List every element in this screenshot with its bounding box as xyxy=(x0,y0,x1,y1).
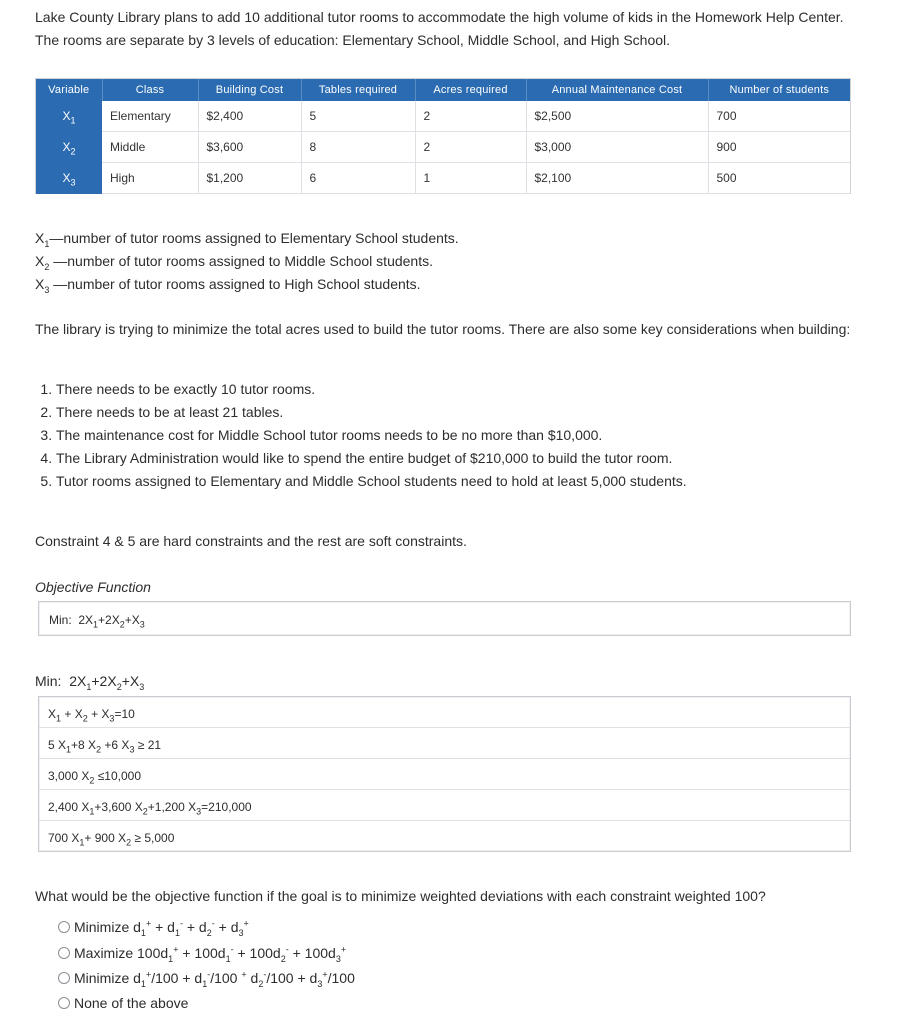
radio-icon[interactable] xyxy=(58,972,70,984)
constraint-row: $X_1 + X_2 + X_3=10$ xyxy=(39,697,850,728)
radio-icon[interactable] xyxy=(58,921,70,933)
cell-maintenance: $2,500 xyxy=(526,101,708,132)
list-item: 5. Tutor rooms assigned to Elementary and Middle School students need to hold at least 5,000 students. xyxy=(56,470,866,493)
list-item: 2. There needs to be at least 21 tables. xyxy=(56,401,866,424)
header-building-cost: Building Cost xyxy=(198,79,301,101)
rooms-table xyxy=(35,78,851,194)
option-3[interactable]: Minimize $d_1^+/100 + d_1^-/100$ + $d_2^-/100 + d_3^+/100$ xyxy=(58,967,355,989)
cell-acres: 1 xyxy=(415,163,526,194)
constraint-row: 3,000 $X_2 \le 10,000$ xyxy=(39,759,850,790)
cell-tables: 5 xyxy=(301,101,415,132)
header-variable: Variable xyxy=(36,79,102,101)
header-number-of-students: Number of students xyxy=(708,79,850,101)
radio-icon[interactable] xyxy=(58,997,70,1009)
list-item: 4. The Library Administration would like to spend the entire budget of $210,000 to build the tutor room. xyxy=(56,447,866,470)
cell-tables: 6 xyxy=(301,163,415,194)
cell-building-cost: $3,600 xyxy=(198,132,301,163)
table-row xyxy=(36,163,850,194)
cell-students: 900 xyxy=(708,132,850,163)
cell-variable: $X_3$ xyxy=(36,163,102,194)
cell-variable: $X_2$ xyxy=(36,132,102,163)
cell-building-cost: $2,400 xyxy=(198,101,301,132)
table-row xyxy=(36,101,850,132)
cell-class: High xyxy=(102,163,198,194)
definition-x3: $X_3$ —number of tutor rooms assigned to High School students. xyxy=(35,276,421,295)
cell-building-cost: $1,200 xyxy=(198,163,301,194)
objective-function-box xyxy=(38,601,851,636)
table-header-row xyxy=(36,79,850,101)
cell-maintenance: $3,000 xyxy=(526,132,708,163)
cell-students: 500 xyxy=(708,163,850,194)
constraint-row: 2,400 $X_1+3,600$ $X_2+1,200$ $X_3=210,000$ xyxy=(39,790,850,821)
objective-heading: Objective Function xyxy=(35,579,151,595)
table-row xyxy=(36,132,850,163)
considerations-list xyxy=(36,378,866,493)
cell-students: 700 xyxy=(708,101,850,132)
cell-variable: $X_1$ xyxy=(36,101,102,132)
model-objective: Min: $2X_1+2X_2+X_3$ xyxy=(35,673,145,692)
cell-maintenance: $2,100 xyxy=(526,163,708,194)
constraints-box xyxy=(38,696,851,852)
cell-class: Elementary xyxy=(102,101,198,132)
cell-class: Middle xyxy=(102,132,198,163)
list-item: 3. The maintenance cost for Middle School tutor rooms needs to be no more than $10,000. xyxy=(56,424,866,447)
constraint-row: 5 $X_1+8$ $X_2 +6$ $X_3 \ge 21$ xyxy=(39,728,850,759)
cell-acres: 2 xyxy=(415,101,526,132)
constraint-note: Constraint 4 & 5 are hard constraints and the rest are soft constraints. xyxy=(35,533,467,549)
intro-paragraph: Lake County Library plans to add 10 additional tutor rooms to accommodate the high volume of kids in the Homework Help Center. The rooms are separate by 3 levels of education: Elementary School, Middle School, and High School. xyxy=(35,9,844,48)
constraint-row: 700 $X_1+ 900$ $X_2 \ge 5,000$ xyxy=(48,831,175,848)
goal-paragraph: The library is trying to minimize the total acres used to build the tutor rooms. There are also some key considerations when building: xyxy=(35,321,851,337)
header-tables-required: Tables required xyxy=(301,79,415,101)
definition-x1: $X_1—number$ of tutor rooms assigned to Elementary School students. xyxy=(35,230,459,249)
header-class: Class xyxy=(102,79,198,101)
cell-tables: 8 xyxy=(301,132,415,163)
variable-definitions xyxy=(35,227,459,296)
radio-icon[interactable] xyxy=(58,947,70,959)
option-2[interactable]: Maximize $100d_1^+ + 100d_1^- + 100d_2^- + 100d_3^+$ xyxy=(58,942,346,964)
definition-x2: $X_2$ —number of tutor rooms assigned to Middle School students. xyxy=(35,253,433,272)
header-maintenance-cost: Annual Maintenance Cost xyxy=(526,79,708,101)
list-item: 1. There needs to be exactly 10 tutor rooms. xyxy=(56,378,866,401)
question-text: What would be the objective function if the goal is to minimize weighted deviations with each constraint weighted 100? xyxy=(35,888,766,904)
cell-acres: 2 xyxy=(415,132,526,163)
objective-expression: Min: $2X_1+2X_2+X_3$ xyxy=(49,613,145,630)
option-1[interactable]: Minimize $d_1^+ + d_1^- + d_2^- + d_3^+$ xyxy=(58,916,249,938)
option-4[interactable]: None of the above xyxy=(58,992,188,1014)
header-acres-required: Acres required xyxy=(415,79,526,101)
